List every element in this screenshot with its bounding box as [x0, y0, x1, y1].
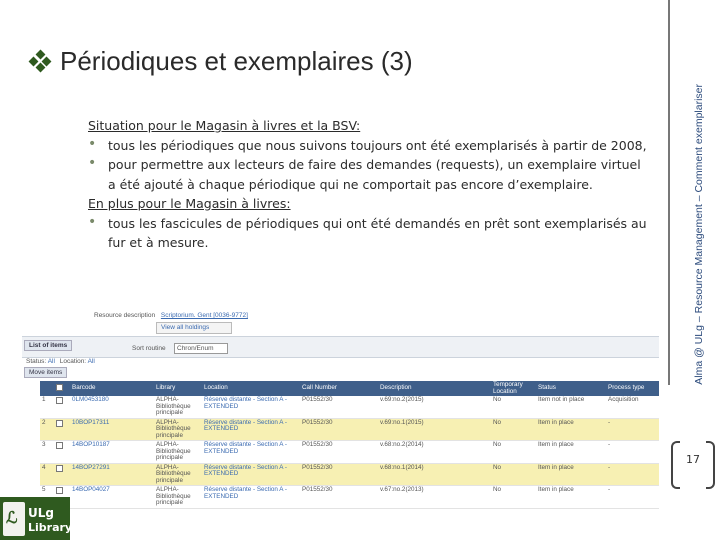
row-description: v.67:no.2(2013)	[378, 486, 491, 509]
status-filter-all[interactable]: All	[47, 358, 55, 365]
row-location: Réserve distante - Section A - EXTENDED	[202, 486, 300, 509]
table-header-row	[40, 381, 659, 396]
row-location: Réserve distante - Section A - EXTENDED	[202, 396, 300, 418]
table-row[interactable]	[40, 441, 659, 464]
col-header-library[interactable]: Library	[154, 381, 202, 396]
ulg-library-logo	[0, 497, 73, 540]
page-number-box	[671, 441, 715, 485]
logo-text-library: Library	[28, 521, 73, 534]
row-barcode[interactable]: 0LM0453180	[70, 396, 154, 418]
row-description: v.69:no.2(2015)	[378, 396, 491, 418]
row-select[interactable]	[54, 396, 70, 418]
row-status: Item in place	[536, 441, 606, 464]
row-library: ALPHA-Bibliothèque principale	[154, 486, 202, 509]
row-process-type: -	[606, 486, 659, 509]
row-index: 3	[40, 441, 54, 464]
row-checkbox[interactable]	[56, 397, 63, 404]
row-status: Item in place	[536, 463, 606, 486]
row-checkbox[interactable]	[56, 442, 63, 449]
row-location: Réserve distante - Section A - EXTENDED	[202, 441, 300, 464]
bullet-item: • tous les périodiques que nous suivons toujours ont été exemplarisés à partir de 2008,	[88, 136, 648, 156]
row-description: v.68:no.2(2014)	[378, 441, 491, 464]
select-all-checkbox[interactable]	[56, 384, 63, 391]
row-location: Réserve distante - Section A - EXTENDED	[202, 463, 300, 486]
side-divider	[668, 0, 670, 385]
col-header-temporary-location[interactable]: Temporary Location	[491, 381, 536, 396]
four-diamonds-icon	[30, 51, 50, 71]
col-header-barcode[interactable]: Barcode	[70, 381, 154, 396]
row-process-type: -	[606, 463, 659, 486]
row-barcode[interactable]: 14BOP10187	[70, 441, 154, 464]
col-header-index	[40, 381, 54, 396]
col-header-description[interactable]: Description	[378, 381, 491, 396]
view-holdings-button[interactable]: View all holdings	[156, 322, 232, 334]
row-temporary-location: No	[491, 418, 536, 441]
list-items-tab[interactable]: List of items	[24, 340, 72, 351]
resource-label: Resource description	[94, 312, 156, 319]
row-checkbox[interactable]	[56, 420, 63, 427]
row-status: Item not in place	[536, 396, 606, 418]
sort-label: Sort routine	[132, 345, 166, 352]
row-call-number: P01552/30	[300, 463, 378, 486]
resource-link[interactable]: Scriptorium. Gent [0036-9772]	[160, 312, 248, 319]
row-index: 5	[40, 486, 54, 509]
row-temporary-location: No	[491, 396, 536, 418]
heading-magasin: En plus pour le Magasin à livres:	[88, 196, 291, 211]
row-call-number: P01552/30	[300, 396, 378, 418]
filter-bar	[26, 358, 98, 365]
row-index: 4	[40, 463, 54, 486]
list-toolbar	[22, 336, 659, 358]
col-header-status[interactable]: Status	[536, 381, 606, 396]
col-header-location[interactable]: Location	[202, 381, 300, 396]
slide-title-wrap	[30, 44, 413, 78]
row-checkbox[interactable]	[56, 465, 63, 472]
row-description: v.69:no.1(2015)	[378, 418, 491, 441]
table-row[interactable]	[40, 486, 659, 509]
location-filter-all[interactable]: All	[87, 358, 95, 365]
logo-text-ulg: ULg	[28, 506, 54, 520]
heading-magasin-bsv: Situation pour le Magasin à livres et la BSV:	[88, 118, 361, 133]
col-header-process-type[interactable]: Process type	[606, 381, 659, 396]
row-call-number: P01552/30	[300, 441, 378, 464]
row-process-type: Acquisition	[606, 396, 659, 418]
row-call-number: P01552/30	[300, 418, 378, 441]
sort-select[interactable]: Chron/Enum	[174, 343, 228, 354]
row-checkbox[interactable]	[56, 487, 63, 494]
side-note	[684, 0, 714, 385]
row-library: ALPHA-Bibliothèque principale	[154, 463, 202, 486]
row-index: 1	[40, 396, 54, 418]
row-process-type: -	[606, 418, 659, 441]
row-temporary-location: No	[491, 486, 536, 509]
row-temporary-location: No	[491, 441, 536, 464]
ulg-logo-icon: ℒ	[3, 502, 25, 536]
location-filter-label: Location:	[59, 358, 87, 365]
table-row[interactable]	[40, 396, 659, 418]
row-barcode[interactable]: 14BOP04027	[70, 486, 154, 509]
bullet-item: • tous les fascicules de périodiques qui ont été demandés en prêt sont exemplarisés au fur et à mesure.	[88, 214, 648, 253]
row-library: ALPHA-Bibliothèque principale	[154, 441, 202, 464]
row-process-type: -	[606, 441, 659, 464]
row-select[interactable]	[54, 418, 70, 441]
slide-title: Périodiques et exemplaires (3)	[60, 45, 413, 76]
row-select[interactable]	[54, 463, 70, 486]
move-items-button[interactable]: Move items	[24, 367, 67, 378]
slide-content	[88, 116, 648, 253]
row-barcode[interactable]: 10BOP17311	[70, 418, 154, 441]
bullet-item: • pour permettre aux lecteurs de faire des demandes (requests), un exemplaire virtuel a été ajouté à chaque périodique qui ne comportait pas encore d’exemplaire.	[88, 155, 648, 194]
col-header-call-number[interactable]: Call Number	[300, 381, 378, 396]
col-header-select[interactable]	[54, 381, 70, 396]
page-number: 17	[686, 453, 700, 466]
side-note-text: Alma @ ULg – Resource Management – Comment exemplariser	[693, 84, 705, 385]
row-library: ALPHA-Bibliothèque principale	[154, 396, 202, 418]
row-description: v.68:no.1(2014)	[378, 463, 491, 486]
row-status: Item in place	[536, 418, 606, 441]
row-index: 2	[40, 418, 54, 441]
table-row[interactable]	[40, 418, 659, 441]
status-filter-label: Status:	[26, 358, 47, 365]
alma-items-screenshot	[22, 302, 659, 506]
table-row[interactable]	[40, 463, 659, 486]
row-barcode[interactable]: 14BOP27291	[70, 463, 154, 486]
row-temporary-location: No	[491, 463, 536, 486]
row-status: Item in place	[536, 486, 606, 509]
items-table	[40, 381, 659, 509]
row-call-number: P01552/30	[300, 486, 378, 509]
resource-description-line	[94, 312, 248, 319]
row-location: Réserve distante - Section A - EXTENDED	[202, 418, 300, 441]
row-library: ALPHA-Bibliothèque principale	[154, 418, 202, 441]
row-select[interactable]	[54, 441, 70, 464]
